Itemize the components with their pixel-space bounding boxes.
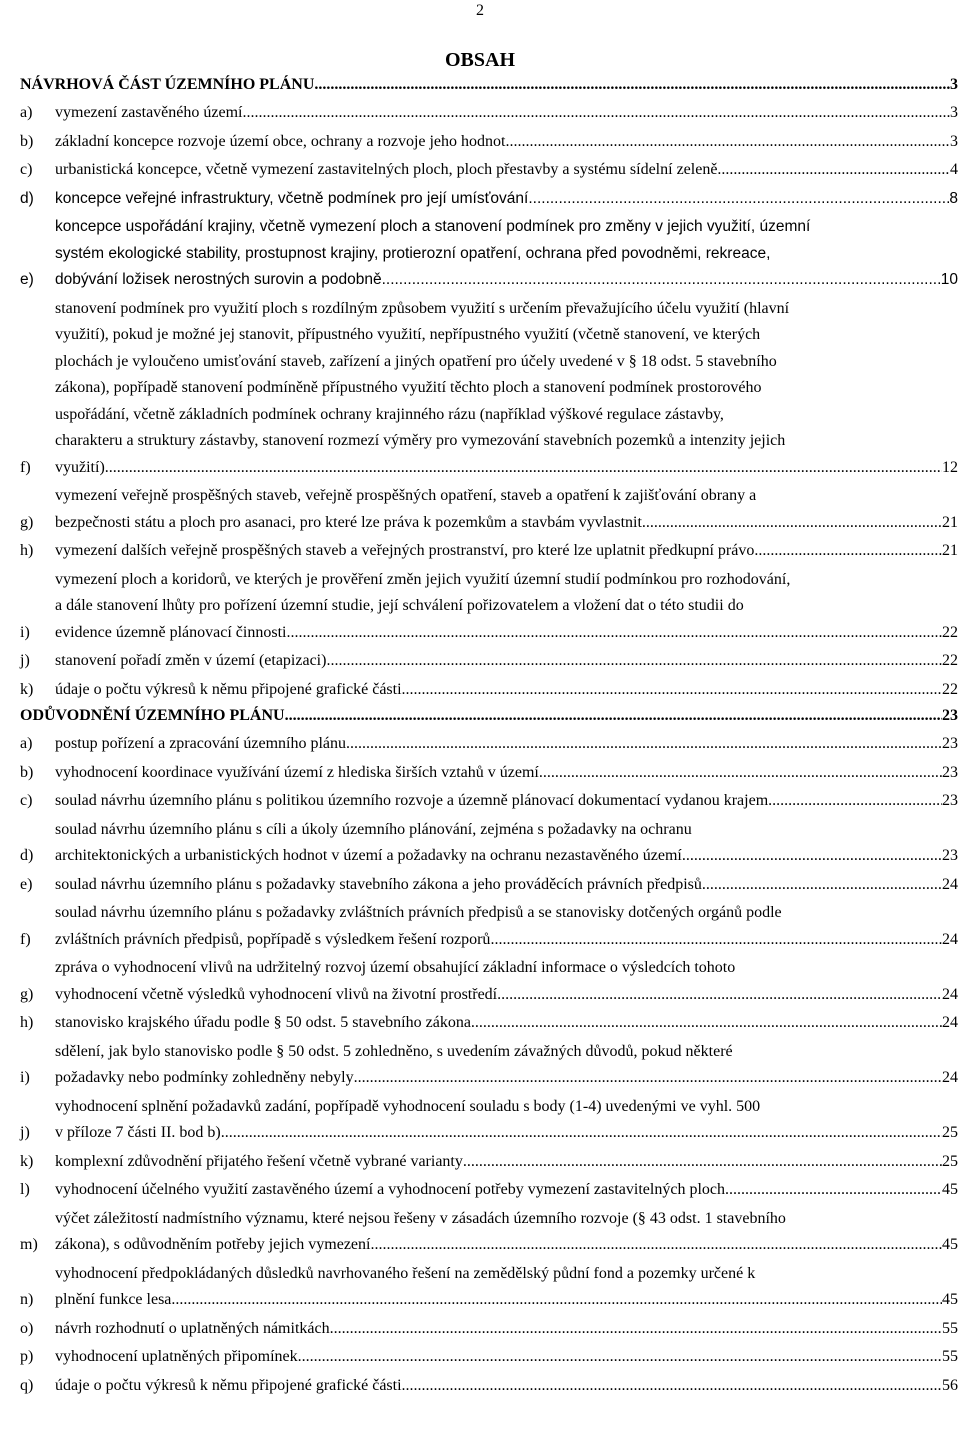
toc-entry-text: charakteru a struktury zástavby, stanovení rozmezí výměry pro vymezování stavebních pozemků a intenzity jejich bbox=[55, 432, 786, 449]
toc-entry-text: stanovisko krajského úřadu podle § 50 odst. 5 stavebního zákona bbox=[55, 1014, 471, 1031]
toc-page-number: 23 bbox=[942, 763, 958, 781]
toc-entry[interactable] bbox=[20, 872, 958, 899]
toc-entry-letter: q) bbox=[20, 1376, 34, 1394]
dot-leader bbox=[314, 72, 950, 98]
toc-entry-text: zpráva o vyhodnocení vlivů na udržitelný rozvoj území obsahující základní informace o výsledcích tohoto bbox=[55, 959, 736, 976]
toc-page-number: 25 bbox=[942, 1124, 958, 1141]
dot-leader bbox=[682, 843, 942, 870]
toc-page-number: 22 bbox=[942, 680, 958, 698]
toc-page-number: 21 bbox=[942, 542, 958, 559]
toc-page-number: 23 bbox=[942, 735, 958, 752]
toc-entry[interactable] bbox=[20, 214, 958, 294]
toc-entry[interactable] bbox=[20, 483, 958, 536]
toc-entry-letter: c) bbox=[20, 792, 33, 809]
toc-entry-letter: c) bbox=[20, 161, 33, 178]
toc-entry[interactable] bbox=[20, 100, 958, 127]
toc-entry-text: vyhodnocení včetně výsledků vyhodnocení vlivů na životní prostředí bbox=[55, 985, 498, 1003]
dot-leader bbox=[286, 620, 942, 647]
toc-entry-letter: k) bbox=[20, 1152, 34, 1170]
toc-entry-text: komplexní zdůvodnění přijatého řešení včetně vybrané varianty bbox=[55, 1152, 463, 1170]
toc-entry-text: soulad návrhu územního plánu s požadavky zvláštních právních předpisů a se stanovisky dotčených orgánů podle bbox=[55, 904, 782, 921]
toc-entry[interactable] bbox=[20, 648, 958, 675]
toc-entry-text: výčet záležitostí nadmístního významu, které nejsou řešeny v zásadách územního rozvoje (§ 43 odst. 1 stavebního bbox=[55, 1209, 786, 1227]
toc-page-number: 55 bbox=[942, 1348, 958, 1365]
dot-leader bbox=[402, 1373, 942, 1400]
toc-page-number: 23 bbox=[942, 792, 958, 809]
toc-entry[interactable] bbox=[20, 186, 958, 213]
toc-entry-text: NÁVRHOVÁ ČÁST ÚZEMNÍHO PLÁNU bbox=[20, 76, 315, 93]
toc-entry-letter: b) bbox=[20, 763, 34, 781]
dot-leader bbox=[326, 648, 942, 675]
toc-page-number: 3 bbox=[950, 132, 958, 150]
dot-leader bbox=[768, 788, 942, 815]
toc-title: OBSAH bbox=[444, 49, 516, 71]
toc-page-number: 23 bbox=[942, 707, 958, 724]
toc-entry-text: dobývání ložisek nerostných surovin a podobně bbox=[55, 271, 382, 288]
toc-entry-text: evidence územně plánovací činnosti bbox=[55, 623, 287, 641]
toc-entry-text: v příloze 7 části II. bod b) bbox=[55, 1124, 221, 1141]
dot-leader bbox=[642, 510, 942, 537]
toc-entry-letter: e) bbox=[20, 271, 34, 288]
toc-entry-letter: g) bbox=[20, 513, 34, 531]
dot-leader bbox=[505, 129, 950, 156]
toc-entry-letter: j) bbox=[20, 1124, 30, 1141]
toc-entry[interactable] bbox=[20, 817, 958, 870]
toc-entry-text: soulad návrhu územního plánu s požadavky stavebního zákona a jeho prováděcích právních předpisů bbox=[55, 875, 702, 893]
toc-entry-text: vymezení zastavěného území bbox=[55, 104, 243, 121]
toc-entry-text: návrh rozhodnutí o uplatněných námitkách bbox=[55, 1319, 330, 1337]
toc-entry-letter: a) bbox=[20, 104, 33, 121]
toc-entry[interactable] bbox=[20, 1094, 958, 1147]
toc-entry[interactable] bbox=[20, 731, 958, 758]
toc-entry-text: soulad návrhu územního plánu s politikou územního rozvoje a územně plánovací dokumentací vydanou krajem bbox=[55, 792, 769, 809]
dot-leader bbox=[717, 157, 950, 184]
toc-entry-letter: b) bbox=[20, 132, 34, 150]
toc-entry-letter: k) bbox=[20, 680, 34, 698]
toc-entry-text: využití), pokud je možné jej stanovit, přípustného využití, nepřípustného využití (včetně stanovení, ve kterých bbox=[55, 326, 761, 343]
dot-leader bbox=[382, 267, 941, 294]
toc-entry[interactable] bbox=[20, 677, 958, 704]
dot-leader bbox=[702, 872, 942, 899]
toc-section-heading[interactable] bbox=[20, 72, 958, 98]
dot-leader bbox=[370, 1232, 942, 1259]
toc-entry[interactable] bbox=[20, 788, 958, 815]
toc-page-number: 3 bbox=[950, 76, 958, 93]
dot-leader bbox=[528, 186, 949, 213]
toc-page-number: 45 bbox=[942, 1181, 958, 1198]
toc-page-number: 22 bbox=[942, 623, 958, 641]
toc-entry[interactable] bbox=[20, 538, 958, 565]
toc-entry-text: architektonických a urbanistických hodnot v území a požadavky na ochranu nezastavěného území bbox=[55, 847, 682, 864]
toc-entry-letter: n) bbox=[20, 1291, 34, 1308]
dot-leader bbox=[330, 1316, 942, 1343]
toc-page-number: 24 bbox=[942, 1069, 958, 1086]
toc-entry-text: plnění funkce lesa bbox=[55, 1291, 172, 1308]
toc-entry-letter: i) bbox=[20, 623, 30, 641]
dot-leader bbox=[463, 1149, 942, 1176]
toc-entry-letter: e) bbox=[20, 875, 33, 893]
toc-entry[interactable] bbox=[20, 1261, 958, 1314]
dot-leader bbox=[105, 455, 942, 482]
toc-entry-text: uspořádání, včetně základních podmínek ochrany krajinného rázu (například výškové regulace zástavby, bbox=[55, 405, 724, 423]
toc-entry-text: systém ekologické stability, prostupnost krajiny, protierozní opatření, ochrana před povodněmi, rekreace, bbox=[55, 244, 771, 262]
dot-leader bbox=[539, 760, 942, 787]
dot-leader bbox=[725, 1177, 942, 1204]
toc-entry-text: bezpečnosti státu a ploch pro asanaci, pro které lze práva k pozemkům a stavbám vyvlastnit bbox=[55, 513, 642, 531]
toc-entry-letter: o) bbox=[20, 1319, 34, 1337]
toc-entry-text: vyhodnocení koordinace využívání území z hlediska širších vztahů v území bbox=[55, 763, 539, 781]
toc-entry-text: zákona), popřípadě stanovení podmíněně přípustného využití těchto ploch a stanovení podmínek prostorového bbox=[55, 379, 762, 396]
dot-leader bbox=[298, 1344, 942, 1371]
toc-entry-text: vyhodnocení splnění požadavků zadání, popřípadě vyhodnocení souladu s body (1-4) uvedenými ve vyhl. 500 bbox=[55, 1097, 761, 1115]
toc-page-number: 55 bbox=[942, 1319, 958, 1337]
toc-entry-letter: p) bbox=[20, 1348, 34, 1365]
toc-entry-text: koncepce uspořádání krajiny, včetně vymezení ploch a stanovení podmínek pro změny v jejich využití, územní bbox=[55, 218, 811, 235]
toc-entry-text: vyhodnocení uplatněných připomínek bbox=[55, 1348, 298, 1365]
dot-leader bbox=[471, 1010, 942, 1037]
toc-entry[interactable] bbox=[20, 760, 958, 787]
toc-page-number: 25 bbox=[942, 1152, 958, 1170]
toc-entry-text: využití) bbox=[55, 458, 105, 476]
toc-entry-text: zvláštních právních předpisů, popřípadě s výsledkem řešení rozporů bbox=[55, 930, 491, 948]
toc-page-number: 23 bbox=[942, 847, 958, 864]
toc-page-number: 24 bbox=[942, 1014, 958, 1031]
toc-entry-text: údaje o počtu výkresů k němu připojené grafické části bbox=[55, 680, 402, 698]
toc-entry[interactable] bbox=[20, 1206, 958, 1259]
dot-leader bbox=[354, 1065, 942, 1092]
toc-entry-text: vyhodnocení účelného využití zastavěného území a vyhodnocení potřeby vymezení zastavitelných ploch bbox=[55, 1181, 725, 1198]
toc-entry-letter: f) bbox=[20, 458, 31, 476]
toc-entry-text: vymezení dalších veřejně prospěšných staveb a veřejných prostranství, pro které lze uplatnit předkupní právo bbox=[55, 542, 755, 559]
toc-entry-text: urbanistická koncepce, včetně vymezení zastavitelných ploch, ploch přestavby a systému sídelní zeleně bbox=[55, 161, 718, 178]
toc-entry-letter: d) bbox=[20, 847, 34, 864]
toc-entry-text: vymezení veřejně prospěšných staveb, veřejně prospěšných opatření, staveb a opatření k zajišťování obrany a bbox=[55, 487, 757, 504]
toc-page-number: 24 bbox=[942, 985, 958, 1003]
dot-leader bbox=[490, 927, 942, 954]
toc-entry[interactable] bbox=[20, 900, 958, 953]
toc-entry[interactable] bbox=[20, 129, 958, 156]
page-number: 2 bbox=[476, 2, 484, 19]
toc-entry-text: sdělení, jak bylo stanovisko podle § 50 odst. 5 zohledněno, s uvedením závažných důvodů, pokud některé bbox=[55, 1042, 733, 1060]
dot-leader bbox=[221, 1120, 942, 1147]
toc-page-number: 24 bbox=[942, 875, 958, 893]
toc-page-number: 4 bbox=[950, 161, 958, 178]
toc-entry[interactable] bbox=[20, 157, 958, 184]
toc-page-number: 3 bbox=[950, 104, 958, 121]
toc-page-number: 45 bbox=[942, 1236, 958, 1253]
toc-entry-letter: d) bbox=[20, 189, 34, 207]
toc-page-number: 45 bbox=[942, 1291, 958, 1308]
toc-entry[interactable] bbox=[20, 1010, 958, 1037]
toc-entry-letter: j) bbox=[20, 652, 30, 669]
toc-entry-text: postup pořízení a zpracování územního plánu bbox=[55, 735, 347, 752]
toc-page-number: 21 bbox=[942, 513, 958, 531]
toc-entry-text: základní koncepce rozvoje území obce, ochrany a rozvoje jeho hodnot bbox=[55, 132, 506, 150]
toc-entry-text: koncepce veřejné infrastruktury, včetně podmínek pro její umísťování bbox=[55, 189, 529, 207]
toc-entry[interactable] bbox=[20, 1177, 958, 1204]
toc-entry-text: ODŮVODNĚNÍ ÚZEMNÍHO PLÁNU bbox=[20, 707, 285, 724]
toc-section-heading[interactable] bbox=[20, 703, 958, 729]
toc-entry-text: vyhodnocení předpokládaných důsledků navrhovaného řešení na zemědělský půdní fond a pozemky určené k bbox=[55, 1264, 756, 1282]
toc-page-number: 56 bbox=[942, 1376, 958, 1394]
table-of-contents bbox=[20, 72, 958, 1399]
toc-page-number: 22 bbox=[942, 652, 958, 669]
toc-page-number: 10 bbox=[940, 271, 958, 288]
toc-entry[interactable] bbox=[20, 955, 958, 1008]
toc-entry-text: vymezení ploch a koridorů, ve kterých je prověření změn jejich využití územní studií podmínkou pro rozhodování, bbox=[55, 570, 791, 588]
toc-entry-letter: h) bbox=[20, 542, 34, 559]
toc-entry-letter: l) bbox=[20, 1181, 30, 1198]
toc-entry[interactable] bbox=[20, 1316, 958, 1343]
dot-leader bbox=[754, 538, 942, 565]
toc-entry-letter: g) bbox=[20, 985, 34, 1003]
toc-entry[interactable] bbox=[20, 1149, 958, 1176]
dot-leader bbox=[171, 1287, 942, 1314]
toc-page-number: 24 bbox=[942, 930, 958, 948]
toc-entry-text: plochách je vyloučeno umisťování staveb, zařízení a jiných opatření pro účely uvedené v § 18 odst. 5 stavebního bbox=[55, 352, 777, 370]
toc-entry-letter: h) bbox=[20, 1014, 34, 1031]
toc-entry-text: údaje o počtu výkresů k němu připojené grafické části bbox=[55, 1376, 402, 1394]
dot-leader bbox=[285, 703, 942, 729]
toc-entry-text: stanovení pořadí změn v území (etapizaci) bbox=[55, 652, 327, 669]
toc-page-number: 8 bbox=[949, 189, 958, 207]
dot-leader bbox=[497, 982, 942, 1009]
dot-leader bbox=[242, 100, 950, 127]
toc-entry-letter: a) bbox=[20, 735, 33, 752]
dot-leader bbox=[402, 677, 942, 704]
toc-entry-text: a dále stanovení lhůty pro pořízení územní studie, její schválení pořizovatelem a vložení dat o této studii do bbox=[55, 597, 744, 614]
toc-entry-letter: f) bbox=[20, 930, 31, 948]
toc-entry-text: soulad návrhu územního plánu s cíli a úkoly územního plánování, zejména s požadavky na ochranu bbox=[55, 820, 692, 838]
toc-page-number: 12 bbox=[942, 458, 958, 476]
toc-entry-letter: m) bbox=[20, 1236, 38, 1253]
toc-entry[interactable] bbox=[20, 1373, 958, 1400]
toc-entry[interactable] bbox=[20, 1039, 958, 1092]
toc-entry-text: zákona), s odůvodněním potřeby jejich vymezení bbox=[55, 1236, 371, 1253]
toc-entry[interactable] bbox=[20, 296, 958, 482]
toc-entry-text: stanovení podmínek pro využití ploch s rozdílným způsobem využití s určením převažujícího účelu využití (hlavní bbox=[55, 299, 790, 317]
toc-entry-letter: i) bbox=[20, 1069, 30, 1086]
toc-entry[interactable] bbox=[20, 567, 958, 647]
dot-leader bbox=[346, 731, 942, 758]
toc-entry-text: požadavky nebo podmínky zohledněny nebyly bbox=[55, 1069, 354, 1086]
toc-entry[interactable] bbox=[20, 1344, 958, 1371]
